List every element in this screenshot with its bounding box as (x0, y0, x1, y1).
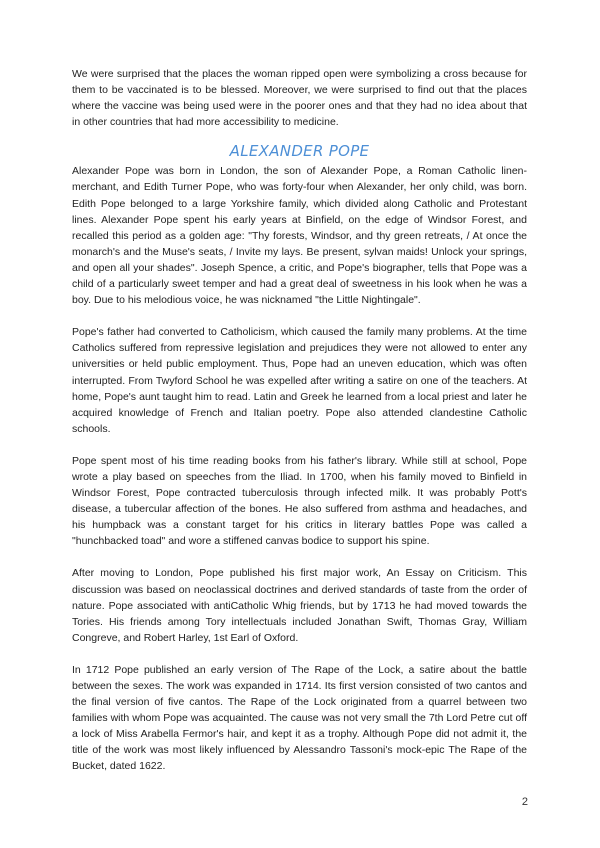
paragraph-london: After moving to London, Pope published his first major work, An Essay on Criticism. This discussion was based on neoclassical doctrines and derived standards of taste from the order of nature. Pope associated with antiCatholic Whig friends, but by 1713 he had moved towards the Tories. His friends among Tory intellectuals included Jonathan Swift, Thomas Gray, William Congreve, and Robert Harley, 1st Earl of Oxford. (72, 567, 527, 644)
paragraph-education: Pope's father had converted to Catholicism, which caused the family many problems. At the time Catholics suffered from repressive legislation and prejudices they were not allowed to enter any universities or held public employment. Thus, Pope had an uneven education, which was often interrupted. From Twyford School he was expelled after writing a satire on one of the teachers. At home, Pope's aunt taught him to read. Latin and Greek he learned from a local priest and later he acquired knowledge of French and Italian poetry. Pope also attended clandestine Catholic schools. (72, 326, 527, 435)
paragraph-rape-of-the-lock: In 1712 Pope published an early version of The Rape of the Lock, a satire about the battle between the sexes. The work was expanded in 1714. Its first version consisted of two cantos and the final version of five cantos. The Rape of the Lock originated from a quarrel between two families with whom Pope was acquainted. The cause was not very small the 7th Lord Petre cut off a lock of Miss Arabella Fermor's hair, and kept it as a trophy. Although Pope did not admit it, the title of the work was most likely influenced by Alessandro Tassoni's mock-epic The Rape of the Bucket, dated 1622. (72, 663, 527, 773)
paragraph-early-life: Alexander Pope was born in London, the son of Alexander Pope, a Roman Catholic linen-merchant, and Edith Turner Pope, who was forty-four when Alexander, her only child, was born. Edith Pope belonged to a large Yorkshire family, which divided along Catholic and Protestant lines. Alexander Pope spent his early years at Binfield, on the edge of Windsor Forest, and recalled this period as a golden age: "Thy forests, Windsor, and thy green retreats, / At once the monarch's and the Muse's seats, / Invite my lays. Be present, sylvan maids! Unlock your springs, and open all your shades". Joseph Spence, a critic, and Pope's biographer, tells that Pope was a child of a particularly sweet temper and had a great deal of sweetness in his look when he was a boy. Due to his melodious voice, he was nicknamed "the Little Nightingale". (72, 165, 527, 307)
paragraph-illness: Pope spent most of his time reading books from his father's library. While still at school, Pope wrote a play based on speeches from the Iliad. In 1700, when his family moved to Binfield in Windsor Forest, Pope contracted tuberculosis through infected milk. It was probably Pott's disease, a tubercular affection of the bones. He also suffered from asthma and headaches, and his humpback was a constant target for his critics in literary battles Pope was called a "hunchbacked toad" and wore a stiffened canvas bodice to support his spine. (72, 454, 527, 548)
intro-paragraph: We were surprised that the places the woman ripped open were symbolizing a cross because for them to be vaccinated is to be blessed. Moreover, we were surprised to find out that the places where the vaccine was being used were in the poorer ones and that they had no idea about that in other countries that had more accessibility to medicine. (72, 68, 527, 129)
section-heading: ALEXANDER POPE (229, 142, 370, 161)
page-body (72, 66, 527, 775)
page-number: 2 (521, 796, 528, 808)
